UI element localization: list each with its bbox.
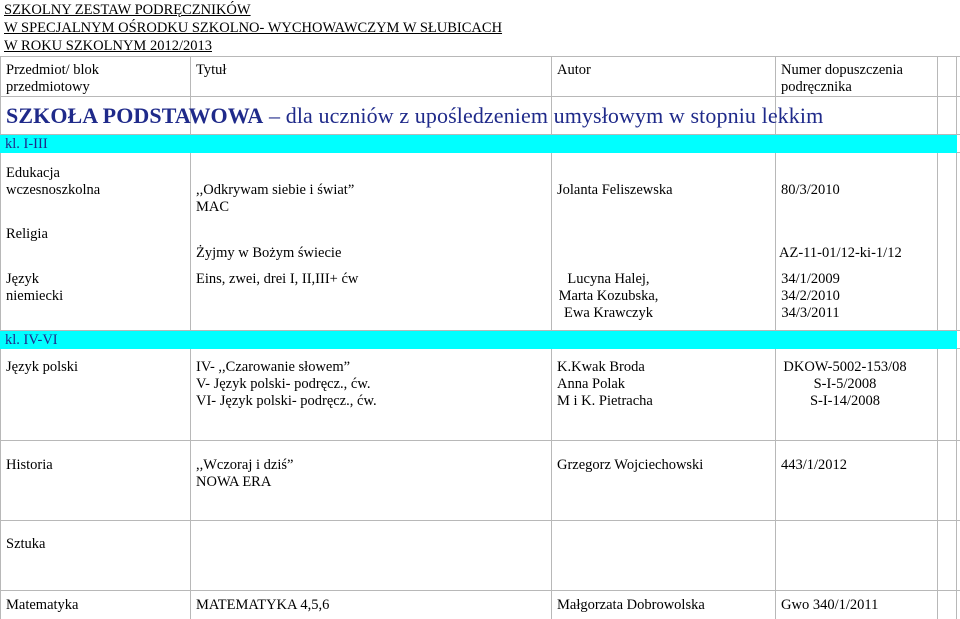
number-history: 443/1/2012 bbox=[781, 457, 848, 473]
subject-early-education: Edukacja wczesnoszkolna bbox=[6, 165, 101, 198]
column-header-subject: Przedmiot/ blok przedmiotowy bbox=[6, 62, 100, 95]
title-math: MATEMATYKA 4,5,6 bbox=[196, 597, 330, 613]
subject-art: Sztuka bbox=[6, 536, 46, 552]
doc-header-line-3: W ROKU SZKOLNYM 2012/2013 bbox=[4, 38, 212, 54]
grid-line bbox=[0, 56, 960, 57]
column-header-number: Numer dopuszczenia podręcznika bbox=[781, 62, 903, 95]
grid-line bbox=[0, 440, 960, 441]
number-german: 34/1/2009 34/2/2010 34/3/2011 bbox=[781, 271, 840, 321]
subject-history: Historia bbox=[6, 457, 53, 473]
subject-german: Język niemiecki bbox=[6, 271, 64, 304]
number-religion: AZ-11-01/12-ki-1/12 bbox=[779, 245, 902, 261]
subject-religion: Religia bbox=[6, 226, 48, 242]
author-german: Lucyna Halej, Marta Kozubska, Ewa Krawczyk bbox=[558, 271, 659, 321]
subject-polish: Język polski bbox=[6, 359, 79, 375]
grid-line bbox=[0, 520, 960, 521]
grid-line bbox=[0, 96, 960, 97]
number-early-education: 80/3/2010 bbox=[781, 182, 840, 198]
title-polish: IV- ,,Czarowanie słowem” V- Język polski- podręcz., ćw. VI- Język polski- podręcz., ćw. bbox=[196, 359, 377, 409]
title-german: Eins, zwei, drei I, II,III+ ćw bbox=[196, 271, 359, 287]
author-early-education: Jolanta Feliszewska bbox=[557, 182, 673, 198]
number-math: Gwo 340/1/2011 bbox=[781, 597, 879, 613]
doc-header-line-1: SZKOLNY ZESTAW PODRĘCZNIKÓW bbox=[4, 2, 251, 18]
grade-band-1-3: kl. I-III bbox=[0, 135, 957, 153]
title-early-education: ,,Odkrywam siebie i świat” MAC bbox=[196, 182, 355, 215]
doc-header-line-2: W SPECJALNYM OŚRODKU SZKOLNO- WYCHOWAWCZYM W SŁUBICACH bbox=[4, 20, 503, 36]
subject-math: Matematyka bbox=[6, 597, 79, 613]
column-header-author: Autor bbox=[557, 62, 591, 78]
number-polish: DKOW-5002-153/08 S-I-5/2008 S-I-14/2008 bbox=[783, 359, 907, 409]
grade-band-4-6: kl. IV-VI bbox=[0, 331, 957, 349]
title-religion: Żyjmy w Bożym świecie bbox=[196, 245, 342, 261]
grid-line bbox=[0, 590, 960, 591]
column-header-title: Tytuł bbox=[196, 62, 227, 78]
author-math: Małgorzata Dobrowolska bbox=[557, 597, 705, 613]
section-title: SZKOŁA PODSTAWOWA – dla uczniów z upośledzeniem umysłowym w stopniu lekkim bbox=[6, 103, 824, 128]
title-history: ,,Wczoraj i dziś” NOWA ERA bbox=[196, 457, 294, 490]
author-history: Grzegorz Wojciechowski bbox=[557, 457, 704, 473]
author-polish: K.Kwak Broda Anna Polak M i K. Pietracha bbox=[557, 359, 653, 409]
